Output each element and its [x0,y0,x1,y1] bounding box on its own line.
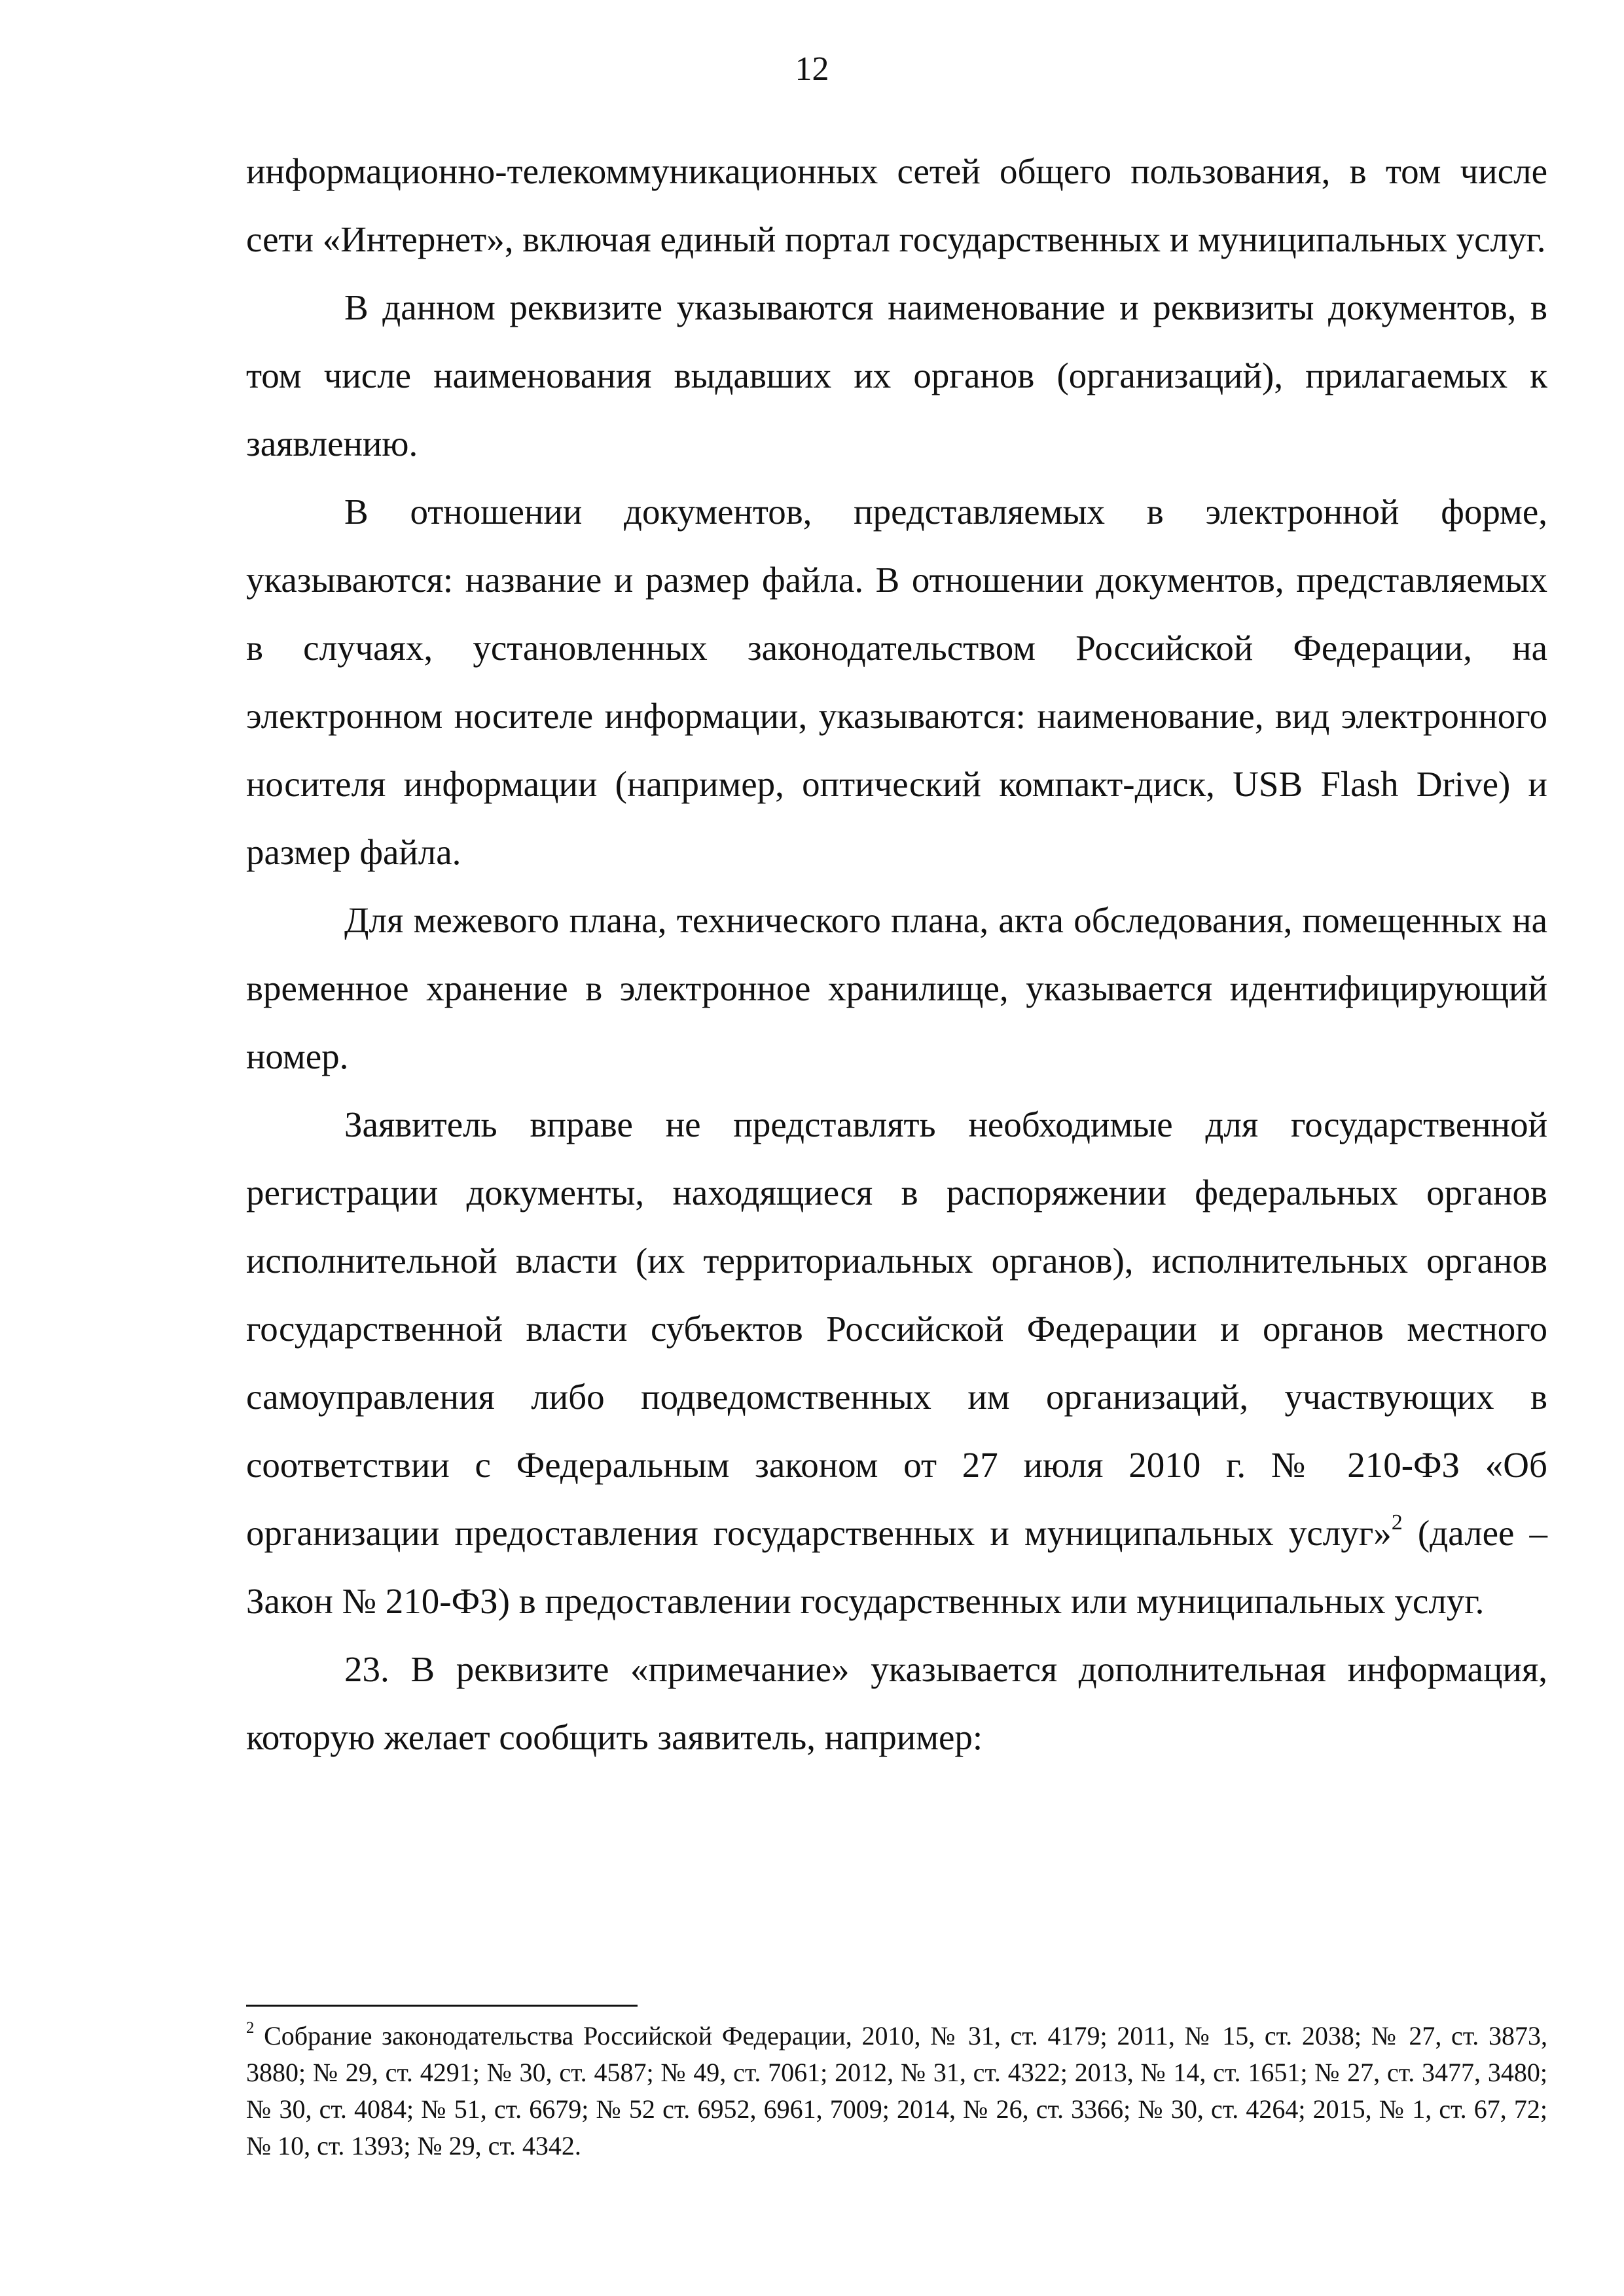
paragraph-note-requisite: 23. В реквизите «примечание» указывается дополнительная информация, которую желает сообщить заявитель, например: [246,1649,1547,1757]
paragraph-boundary-plan: Для межевого плана, технического плана, акта обследования, помещенных на временное хранение в электронное хранилище, указывается идентифицирующий номер. [246,900,1547,1076]
footnote-text: Собрание законодательства Российской Федерации, 2010, № 31, ст. 4179; 2011, № 15, ст. 2038; № 27, ст. 3873, 3880; № 29, ст. 4291; № 30, ст. 4587; № 49, ст. 7061; 2012, № 31, ст. 4322; 2013, № 14, ст. 1651; № 27, ст. 3477, 3480; № 30, ст. 4084; № 51, ст. 6679; № 52 ст. 6952, 6961, 7009; 2014, № 26, ст. 3366; № 30, ст. 4264; 2015, № 1, ст. 67, 72; № 10, ст. 1393; № 29, ст. 4342. [246,2021,1547,2160]
paragraph-documents-list: В данном реквизите указываются наименование и реквизиты документов, в том числе наименования выдавших их органов (организаций), прилагаемых к заявлению. [246,287,1547,464]
footnote-divider [246,2005,638,2007]
paragraph-applicant-right-text: Заявитель вправе не представлять необходимые для государственной регистрации документы, находящиеся в распоряжении федеральных органов исполнительной власти (их территориальных органов), исполнительных органов государственной власти субъектов Российской Федерации и органов местного самоуправления либо подведомственных им организаций, участвующих в соответствии с Федеральным законом от 27 июля 2010 г. № 210-ФЗ «Об организации предоставления государственных и муниципальных услуг» [246,1104,1547,1553]
page-number: 12 [795,50,829,88]
paragraph-applicant-right-tail: (далее – Закон № 210-ФЗ) в предоставлении государственных или муниципальных услуг. [246,1513,1548,1621]
paragraph-electronic-docs: В отношении документов, представляемых в электронной форме, указываются: название и размер файла. В отношении документов, представляемых в случаях, установленных законодательством Российской Федерации, на электронном носителе информации, указываются: наименование, вид электронного носителя информации (например, оптический компакт-диск, USB Flash Drive) и размер файла. [246,492,1547,872]
paragraph-continuation: информационно-телекоммуникационных сетей общего пользования, в том числе сети «Интернет», включая единый портал государственных и муниципальных услуг. [246,151,1547,259]
footnote [246,2018,1547,2164]
document-body [246,137,1547,1772]
footnote-reference: 2 [1391,1510,1403,1535]
footnote-marker: 2 [246,2018,255,2037]
paragraph-applicant-right [246,1091,1547,1635]
